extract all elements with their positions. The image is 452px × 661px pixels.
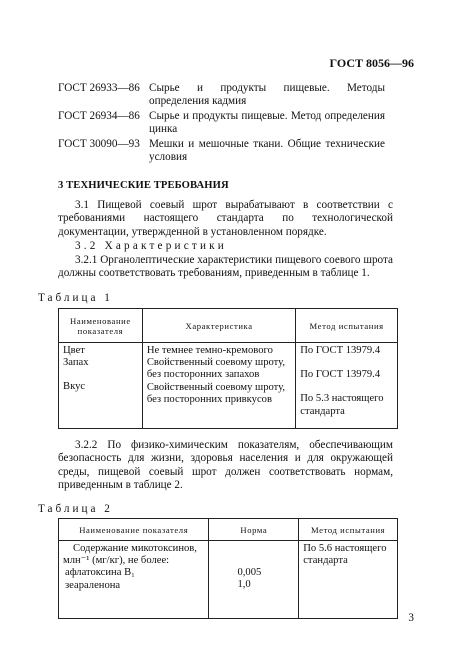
page-number: 3: [408, 612, 414, 624]
table-1-caption: Таблица 1: [38, 292, 113, 304]
table-cell-text: афлатоксина B₁: [65, 567, 135, 579]
table-cell: [296, 343, 397, 420]
table-cell-text: 1,0: [237, 579, 251, 591]
table-cell-text: Вкус: [63, 381, 86, 393]
table-cell: [59, 343, 142, 396]
table-cell-text: По 5.6 настоящего стандарта: [303, 543, 387, 567]
reference-code: ГОСТ 26933—86: [58, 82, 140, 94]
table-cell-text: Свойственный соевому шроту, без посторонних запахов: [146, 357, 286, 381]
table-2-caption: Таблица 2: [38, 503, 113, 515]
paragraph-3-2-1: 3.2.1 Органолептические характеристики пищевого соевого шрота должны соответствовать требованиям, приведенным в таблице 1.: [58, 254, 393, 280]
table-cell-text: зеараленона: [65, 579, 121, 591]
table-cell: [59, 541, 208, 594]
paragraph-3-2-2: 3.2.2 По физико-химическим показателям, обеспечивающим безопасность для жизни, здоровья населения и для окружающей среды, пищевой соевый шрот должен соответствовать нормам, приведенным в таблице 2.: [58, 439, 393, 492]
table-cell: [143, 343, 295, 408]
table-cell-text: По ГОСТ 13979.4: [300, 345, 381, 356]
paragraph-3-1: 3.1 Пищевой соевый шрот вырабатывают в соответствии с требованиями настоящего стандарта по технологической документации, утвержденной в установленном порядке.: [58, 199, 393, 238]
section-title: 3 ТЕХНИЧЕСКИЕ ТРЕБОВАНИЯ: [58, 180, 229, 191]
reference-desc: Мешки и мешочные ткани. Общие технические условия: [149, 138, 385, 163]
table-header-cell: Метод испытания: [296, 309, 398, 343]
table-header-cell: Наименование показателя: [59, 309, 143, 343]
table-cell-text: Содержание микотоксинов, млн⁻¹ (мг/кг), не более:: [63, 543, 197, 567]
paragraph-3-2: 3.2 Характеристики: [75, 240, 227, 252]
table-cell: [209, 541, 298, 593]
table-header-cell: Метод испытания: [299, 519, 398, 541]
table-header-cell: Наименование показателя: [59, 519, 209, 541]
reference-code: ГОСТ 30090—93: [58, 138, 140, 150]
table-cell-text: Цвет: [63, 345, 85, 356]
table-cell-text: Запах: [63, 357, 89, 369]
table-cell-text: 0,005: [237, 567, 262, 578]
reference-desc: Сырье и продукты пищевые. Метод определения цинка: [149, 110, 385, 135]
table-cell-text: По 5.3 настоящего стандарта: [300, 393, 384, 417]
table-cell-text: По ГОСТ 13979.4: [300, 369, 381, 381]
table-header-cell: Норма: [209, 519, 299, 541]
table-cell-text: Свойственный соевому шроту, без посторонних привкусов: [146, 381, 286, 405]
table-2: [58, 518, 398, 619]
reference-code: ГОСТ 26934—86: [58, 110, 140, 122]
document-header: ГОСТ 8056—96: [329, 56, 414, 70]
table-row: [59, 541, 398, 619]
reference-list: [58, 82, 388, 166]
reference-desc: Сырье и продукты пищевые. Методы определения кадмия: [149, 82, 385, 107]
table-row: [59, 343, 398, 429]
table-cell-text: Не темнее темно-кремового: [146, 345, 273, 356]
table-header-cell: Характеристика: [142, 309, 295, 343]
table-cell: [299, 541, 397, 569]
table-1: [58, 308, 398, 429]
